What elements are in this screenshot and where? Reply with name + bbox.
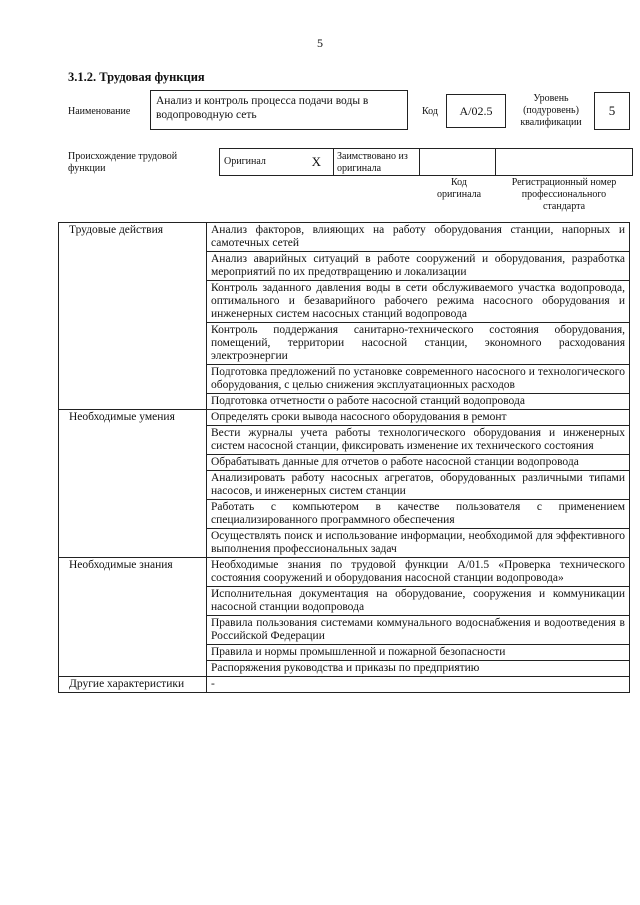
level-label: Уровень (подуровень) квалификации bbox=[520, 93, 582, 128]
section-item: Осуществлять поиск и использование информации, необходимой для эффективного выполнения профессиональных задач bbox=[207, 529, 630, 558]
section-item: Анализ аварийных ситуаций в работе сооружений и оборудования, разработка мероприятий по их предотвращению и локализации bbox=[207, 252, 630, 281]
section-item: Контроль заданного давления воды в сети обслуживаемого участка водопровода, оптимального и безаварийного рабочего режима насосного оборудования и инженерных систем насосных станций водопровода bbox=[207, 281, 630, 323]
section-item: Правила пользования системами коммунального водоснабжения и водоотведения в Российской Федерации bbox=[207, 616, 630, 645]
table-row bbox=[59, 223, 630, 252]
section-item: Контроль поддержания санитарно-технического состояния оборудования, помещений, территории насосной станции, экономного расходования электроэнергии bbox=[207, 323, 630, 365]
section-item: Вести журналы учета работы технологического оборудования и инженерных систем насосной станции, фиксировать изменение их технического состояния bbox=[207, 426, 630, 455]
page-number: 5 bbox=[317, 36, 323, 50]
origin-label: Происхождение трудовой функции bbox=[68, 151, 178, 174]
section-name: Трудовые действия bbox=[59, 223, 207, 410]
function-name-box: Анализ и контроль процесса подачи воды в водопроводную сеть bbox=[150, 90, 408, 130]
section-title: 3.1.2. Трудовая функция bbox=[68, 70, 205, 84]
name-label: Наименование bbox=[68, 106, 131, 117]
table-row bbox=[59, 677, 630, 693]
section-item: Работать с компьютером в качестве пользователя с применением специализированного программного обеспечения bbox=[207, 500, 630, 529]
original-mark: X bbox=[311, 154, 321, 169]
section-item: Подготовка предложений по установке современного насосного и технологического оборудования, с целью снижения эксплуатационных расходов bbox=[207, 365, 630, 394]
original-cell bbox=[220, 149, 334, 175]
origin-grid bbox=[219, 148, 633, 176]
borrowed-cell: Заимствовано из оригинала bbox=[334, 149, 420, 175]
original-label: Оригинал bbox=[224, 156, 266, 167]
section-name: Другие характеристики bbox=[59, 677, 207, 693]
function-table bbox=[58, 222, 630, 693]
section-name: Необходимые умения bbox=[59, 410, 207, 558]
section-item: - bbox=[207, 677, 630, 693]
code-original-cell bbox=[420, 149, 496, 175]
code-label: Код bbox=[422, 106, 438, 117]
section-item: Обрабатывать данные для отчетов о работе насосной станции водопровода bbox=[207, 455, 630, 471]
section-item: Распоряжения руководства и приказы по предприятию bbox=[207, 661, 630, 677]
section-item: Анализ факторов, влияющих на работу оборудования станции, напорных и самотечных сетей bbox=[207, 223, 630, 252]
reg-number-caption: Регистрационный номер профессионального стандарта bbox=[511, 177, 617, 212]
table-row bbox=[59, 558, 630, 587]
section-item: Анализировать работу насосных агрегатов, оборудованных различными типами насосов, и инженерных систем станции bbox=[207, 471, 630, 500]
section-item: Исполнительная документация на оборудование, сооружения и коммуникации насосной станции водопровода bbox=[207, 587, 630, 616]
section-item: Подготовка отчетности о работе насосной станций водопровода bbox=[207, 394, 630, 410]
table-row bbox=[59, 410, 630, 426]
reg-number-cell bbox=[496, 149, 632, 175]
section-item: Определять сроки вывода насосного оборудования в ремонт bbox=[207, 410, 630, 426]
section-item: Необходимые знания по трудовой функции А/01.5 «Проверка технического состояния сооружений и оборудования насосной станции водопровода» bbox=[207, 558, 630, 587]
section-name: Необходимые знания bbox=[59, 558, 207, 677]
level-box: 5 bbox=[594, 92, 630, 130]
code-box: А/02.5 bbox=[446, 94, 506, 128]
code-original-caption: Код оригинала bbox=[436, 177, 482, 200]
section-item: Правила и нормы промышленной и пожарной безопасности bbox=[207, 645, 630, 661]
